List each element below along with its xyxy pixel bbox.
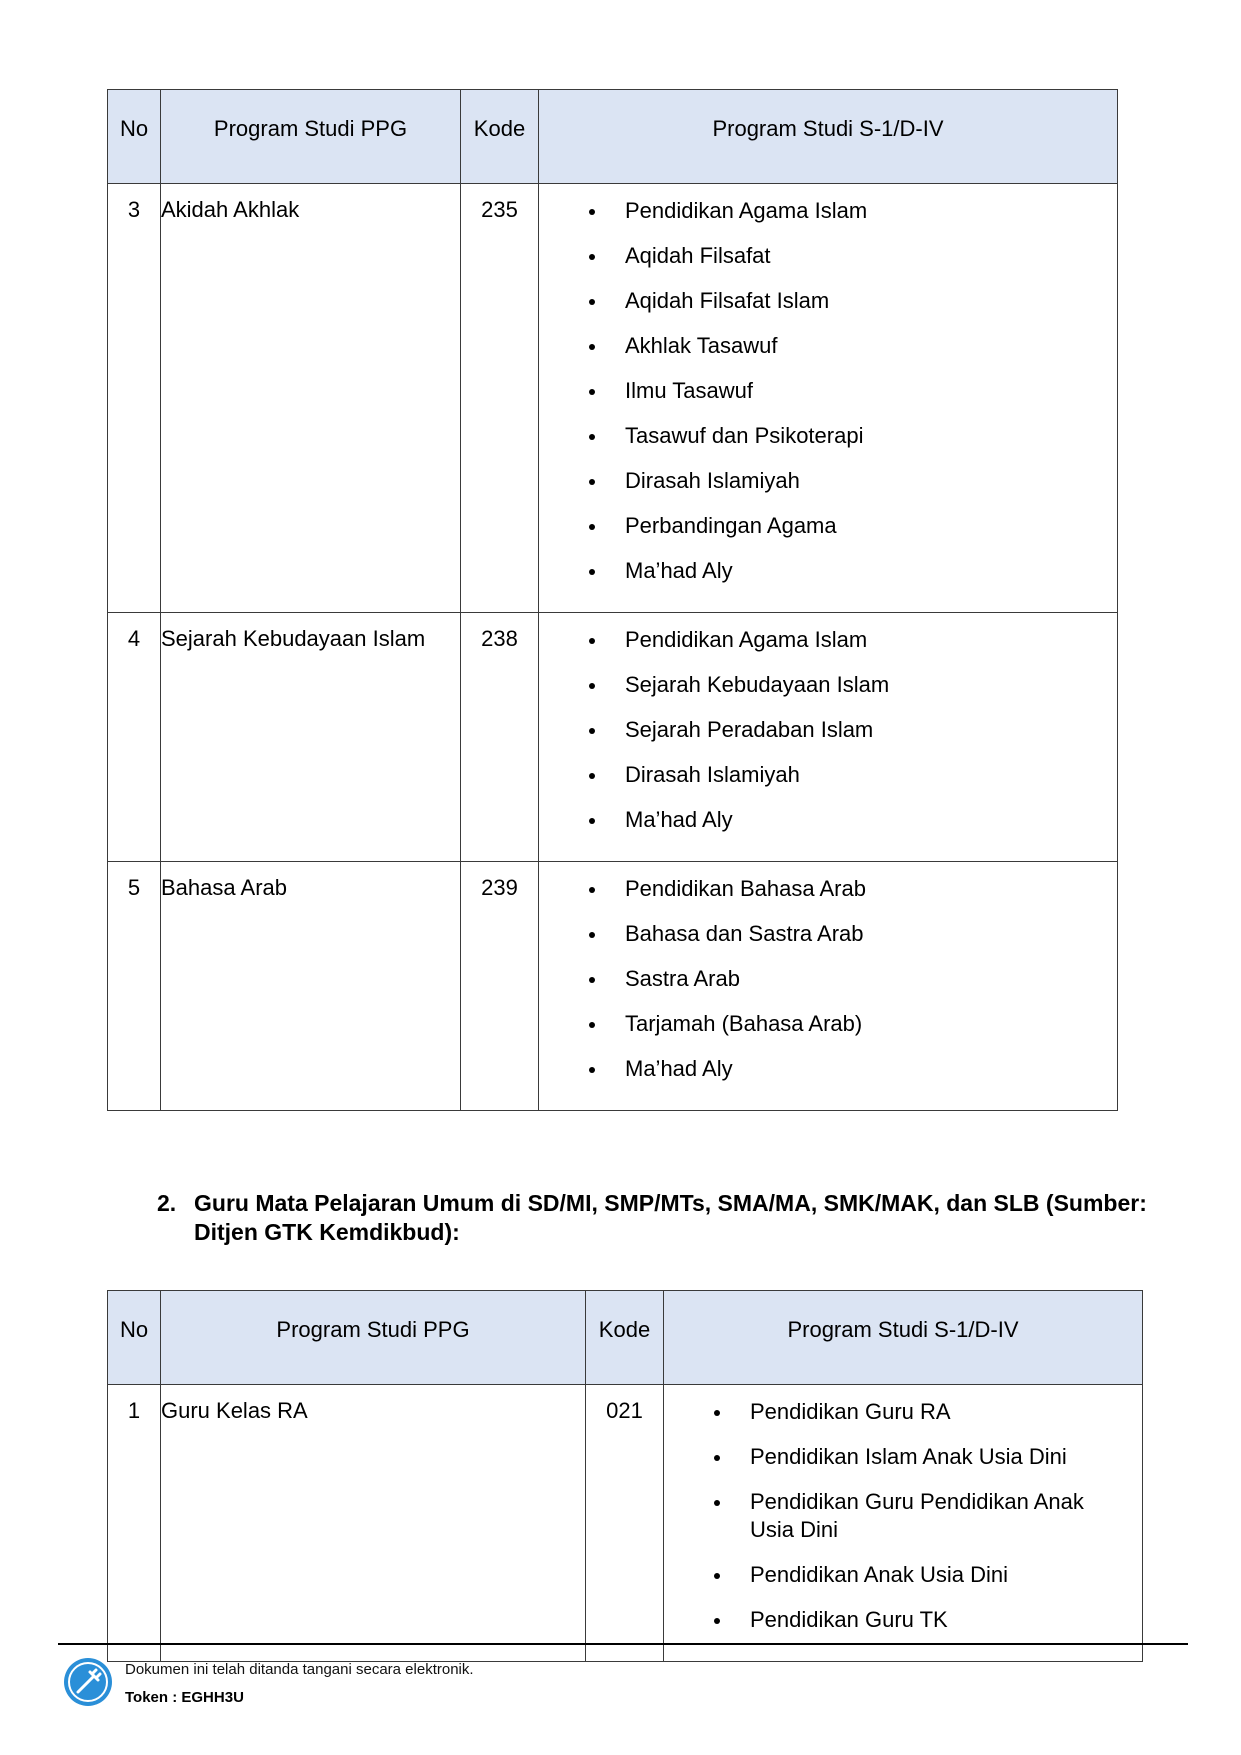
row-program: Sejarah Kebudayaan Islam <box>161 613 461 862</box>
list-item: Sejarah Peradaban Islam <box>539 716 1117 744</box>
section-title: Guru Mata Pelajaran Umum di SD/MI, SMP/MTs, SMA/MA, SMK/MAK, dan SLB (Sumber: Ditjen GTK Kemdikbud): <box>194 1190 1147 1245</box>
list-item: Ma’had Aly <box>539 557 1117 585</box>
header-kode: Kode <box>461 90 539 184</box>
row-kode: 021 <box>586 1385 664 1662</box>
row-s1-programs <box>539 862 1118 1111</box>
list-item: Pendidikan Guru Pendidikan Anak Usia Dini <box>664 1488 1142 1544</box>
list-item: Pendidikan Agama Islam <box>539 197 1117 225</box>
row-no: 4 <box>108 613 161 862</box>
list-item: Pendidikan Guru RA <box>664 1398 1142 1426</box>
footer-divider <box>58 1643 1188 1645</box>
header-no: No <box>108 1291 161 1385</box>
row-program: Bahasa Arab <box>161 862 461 1111</box>
list-item: Ilmu Tasawuf <box>539 377 1117 405</box>
study-program-table-2 <box>107 1290 1143 1662</box>
row-s1-programs <box>664 1385 1143 1662</box>
list-item: Ma’had Aly <box>539 806 1117 834</box>
footer-note: Dokumen ini telah ditanda tangani secara elektronik. <box>125 1661 474 1678</box>
list-item: Bahasa dan Sastra Arab <box>539 920 1117 948</box>
list-item: Pendidikan Guru TK <box>664 1606 1142 1634</box>
row-kode: 235 <box>461 184 539 613</box>
list-item: Sastra Arab <box>539 965 1117 993</box>
row-s1-programs <box>539 613 1118 862</box>
header-program-s1: Program Studi S-1/D-IV <box>664 1291 1143 1385</box>
list-item: Pendidikan Islam Anak Usia Dini <box>664 1443 1142 1471</box>
s1-program-list <box>664 1398 1142 1634</box>
row-kode: 239 <box>461 862 539 1111</box>
list-item: Akhlak Tasawuf <box>539 332 1117 360</box>
list-item: Ma’had Aly <box>539 1055 1117 1083</box>
section-number: 2. <box>157 1190 177 1216</box>
row-kode: 238 <box>461 613 539 862</box>
table-row <box>108 613 1118 862</box>
table-header-row <box>108 1291 1143 1385</box>
list-item: Perbandingan Agama <box>539 512 1117 540</box>
list-item: Pendidikan Agama Islam <box>539 626 1117 654</box>
study-program-table-1 <box>107 89 1118 1111</box>
list-item: Sejarah Kebudayaan Islam <box>539 671 1117 699</box>
list-item: Aqidah Filsafat <box>539 242 1117 270</box>
header-program-ppg: Program Studi PPG <box>161 90 461 184</box>
row-no: 5 <box>108 862 161 1111</box>
header-program-s1: Program Studi S-1/D-IV <box>539 90 1118 184</box>
table-row <box>108 184 1118 613</box>
list-item: Dirasah Islamiyah <box>539 761 1117 789</box>
list-item: Tasawuf dan Psikoterapi <box>539 422 1117 450</box>
row-program: Akidah Akhlak <box>161 184 461 613</box>
s1-program-list <box>539 197 1117 585</box>
e-signature-seal-icon <box>62 1656 114 1708</box>
table-row <box>108 862 1118 1111</box>
s1-program-list <box>539 875 1117 1083</box>
header-program-ppg: Program Studi PPG <box>161 1291 586 1385</box>
footer-token: Token : EGHH3U <box>125 1689 244 1706</box>
s1-program-list <box>539 626 1117 834</box>
table-row <box>108 1385 1143 1662</box>
table-header-row <box>108 90 1118 184</box>
row-no: 1 <box>108 1385 161 1662</box>
row-program: Guru Kelas RA <box>161 1385 586 1662</box>
list-item: Dirasah Islamiyah <box>539 467 1117 495</box>
row-s1-programs <box>539 184 1118 613</box>
list-item: Pendidikan Bahasa Arab <box>539 875 1117 903</box>
row-no: 3 <box>108 184 161 613</box>
list-item: Aqidah Filsafat Islam <box>539 287 1117 315</box>
header-kode: Kode <box>586 1291 664 1385</box>
list-item: Tarjamah (Bahasa Arab) <box>539 1010 1117 1038</box>
header-no: No <box>108 90 161 184</box>
list-item: Pendidikan Anak Usia Dini <box>664 1561 1142 1589</box>
